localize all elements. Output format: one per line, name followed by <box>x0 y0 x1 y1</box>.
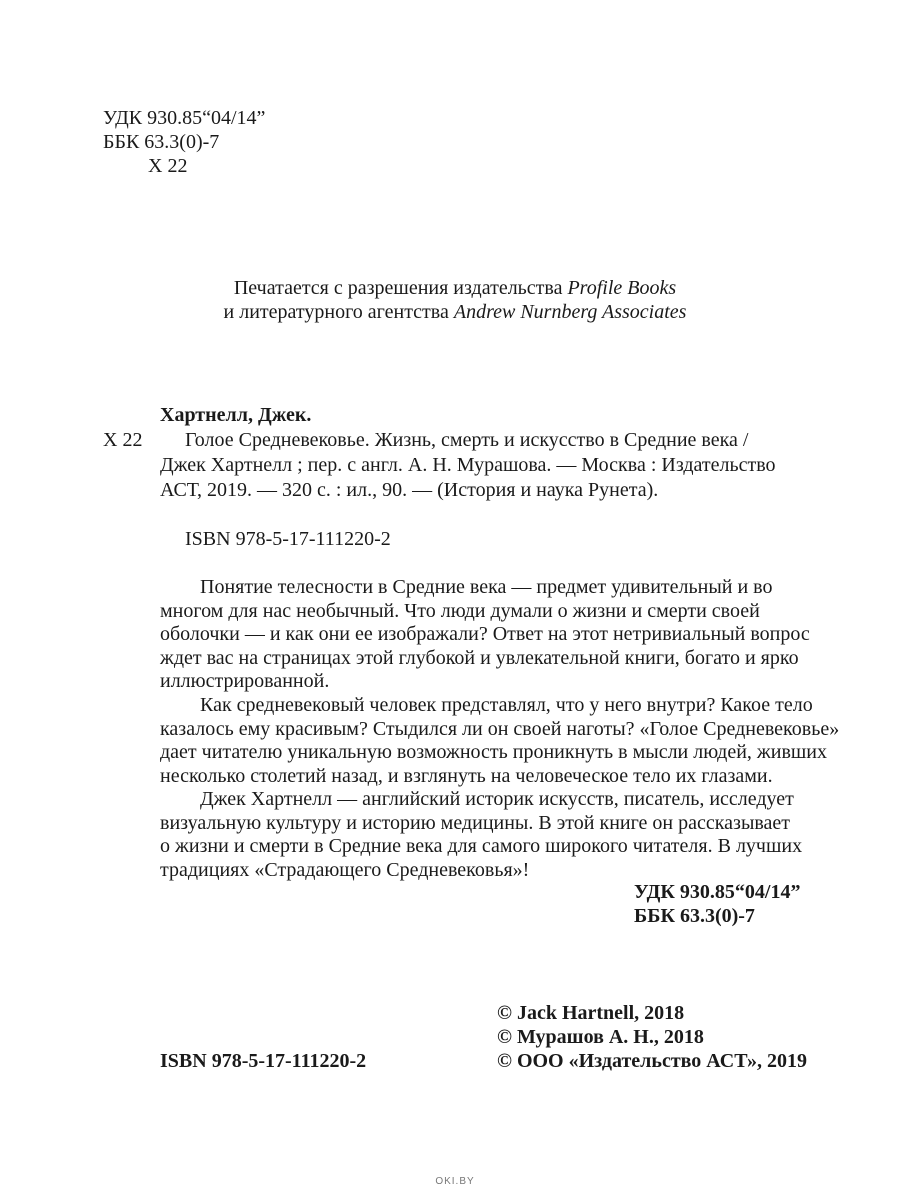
udk-code-bottom: УДК 930.85“04/14” <box>634 881 801 903</box>
isbn-bottom: ISBN 978-5-17-111220-2 <box>160 1050 367 1072</box>
permission-line-2 <box>0 300 910 324</box>
annotation-paragraph-2 <box>160 694 860 788</box>
annotation-line: Джек Хартнелл — английский историк искусств, писатель, исследует <box>200 788 794 810</box>
annotation-line: несколько столетий назад, и взглянуть на человеческое тело их глазами. <box>160 764 773 787</box>
annotation-line: визуальную культуру и историю медицины. В этой книге он рассказывает <box>160 811 791 834</box>
annotation-line: Как средневековый человек представлял, что у него внутри? Какое тело <box>200 694 813 716</box>
bibliography-isbn: ISBN 978-5-17-111220-2 <box>185 528 391 550</box>
copyright-line-1: © Jack Hartnell, 2018 <box>497 1002 685 1024</box>
agency-name: Andrew Nurnberg Associates <box>453 301 687 323</box>
annotation-line: казалось ему красивым? Стыдился ли он своей наготы? «Голое Средневековье» <box>160 717 840 740</box>
copyright-line-3: © ООО «Издательство АСТ», 2019 <box>497 1050 808 1072</box>
bibliography-line-3: АСТ, 2019. — 320 с. : ил., 90. — (История и наука Рунета). <box>160 479 659 501</box>
annotation-line: о жизни и смерти в Средние века для самого широкого читателя. В лучших <box>160 835 803 858</box>
annotation-paragraph-1 <box>160 576 860 694</box>
annotation-line: оболочки — и как они ее изображали? Ответ на этот нетривиальный вопрос <box>160 623 810 646</box>
bbk-code-top: ББК 63.3(0)-7 <box>103 131 220 153</box>
author-mark-top: Х 22 <box>148 155 188 177</box>
annotation-line: иллюстрированной. <box>160 670 330 693</box>
bibliography-line-2: Джек Хартнелл ; пер. с англ. А. Н. Мурашова. — Москва : Издательство <box>160 454 776 476</box>
permission-text-2: и литературного агентства <box>223 301 454 323</box>
permission-text-1: Печатается с разрешения издательства <box>233 277 568 299</box>
annotation-line: традициях «Страдающего Средневековья»! <box>160 858 530 881</box>
permission-line-1 <box>0 276 910 300</box>
annotation-paragraph-3 <box>160 788 860 882</box>
udk-code-top: УДК 930.85“04/14” <box>103 107 266 129</box>
copyright-line-2: © Мурашов А. Н., 2018 <box>497 1026 704 1048</box>
annotation-line: ждет вас на страницах этой глубокой и увлекательной книги, богато и ярко <box>160 646 799 669</box>
annotation-line: дает читателю уникальную возможность проникнуть в мысли людей, живших <box>160 741 827 764</box>
annotation-line: многом для нас необычный. Что люди думали о жизни и смерти своей <box>160 599 760 622</box>
annotation-line: Понятие телесности в Средние века — предмет удивительный и во <box>200 576 773 598</box>
publisher-name: Profile Books <box>567 277 677 299</box>
bibliography-author: Хартнелл, Джек. <box>160 404 312 426</box>
site-watermark: OKI.BY <box>435 1176 475 1187</box>
bbk-code-bottom: ББК 63.3(0)-7 <box>634 905 755 927</box>
bibliography-mark: Х 22 <box>103 429 143 451</box>
bibliography-line-1: Голое Средневековье. Жизнь, смерть и искусство в Средние века / <box>185 429 749 451</box>
